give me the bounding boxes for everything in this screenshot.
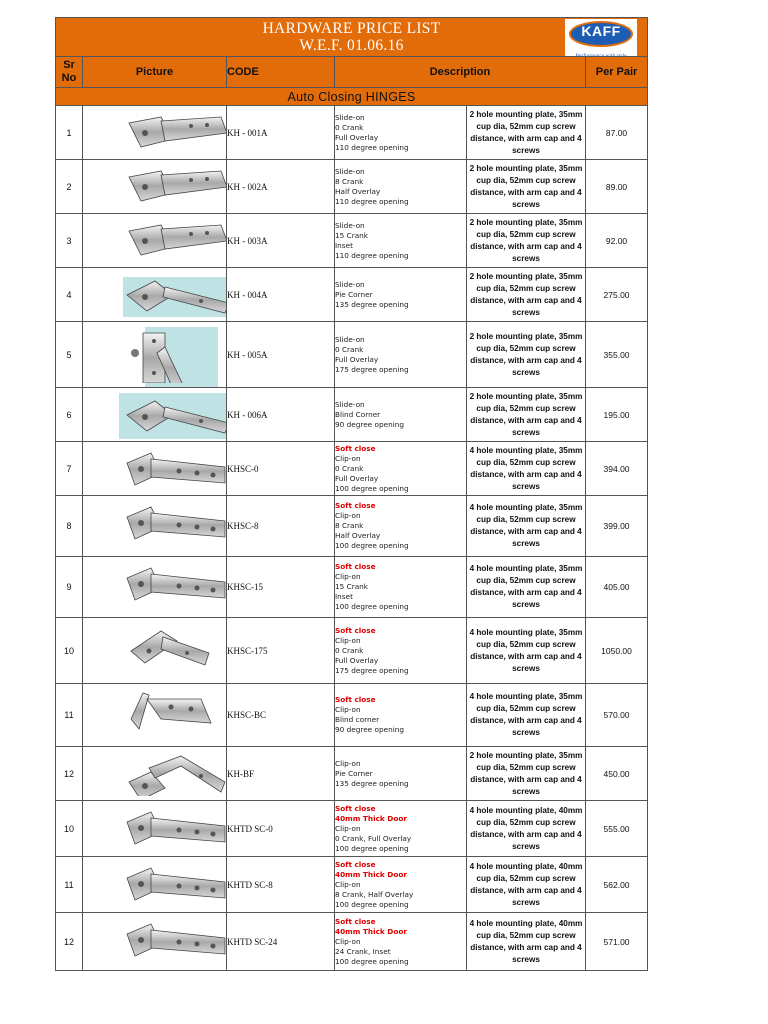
thick-door-label: 40mm Thick Door xyxy=(335,869,407,879)
hinge-picture xyxy=(121,501,227,557)
description-line: Clip-on xyxy=(335,511,361,520)
product-code: KHSC-0 xyxy=(227,442,335,496)
row-sr-no: 7 xyxy=(56,442,83,496)
product-description xyxy=(335,388,467,442)
description-line: Inset xyxy=(335,592,353,601)
description-line: Blind Corner xyxy=(335,409,381,419)
column-header-row xyxy=(56,57,648,88)
table-row xyxy=(56,747,648,801)
product-code: KHSC-BC xyxy=(227,684,335,747)
description-line: Clip-on xyxy=(335,635,361,645)
description-line: Slide-on xyxy=(335,112,365,122)
hinge-picture xyxy=(121,111,227,160)
description-line: 175 degree opening xyxy=(335,665,409,675)
col-per-pair: Per Pair xyxy=(586,57,648,88)
product-description xyxy=(335,618,467,684)
description-line: 110 degree opening xyxy=(335,196,409,206)
product-description xyxy=(335,160,467,214)
table-row xyxy=(56,801,648,857)
product-code: KH - 006A xyxy=(227,388,335,442)
product-description xyxy=(335,214,467,268)
product-code: KH - 004A xyxy=(227,268,335,322)
product-spec: 4 hole mounting plate, 40mm cup dia, 52mm cup screw distance, with arm cap and 4 screws xyxy=(467,857,586,913)
table-row xyxy=(56,442,648,496)
product-code: KHSC-15 xyxy=(227,557,335,618)
row-sr-no: 1 xyxy=(56,106,83,160)
table-row xyxy=(56,214,648,268)
description-line: Clip-on xyxy=(335,572,361,581)
product-code: KH - 002A xyxy=(227,160,335,214)
description-line: 135 degree opening xyxy=(335,299,409,309)
row-sr-no: 12 xyxy=(56,747,83,801)
product-spec: 2 hole mounting plate, 35mm cup dia, 52mm cup screw distance, with arm cap and 4 screws xyxy=(467,160,586,214)
description-line: 0 Crank, Full Overlay xyxy=(335,833,412,843)
row-sr-no: 9 xyxy=(56,557,83,618)
product-spec: 2 hole mounting plate, 35mm cup dia, 52mm cup screw distance, with arm cap and 4 screws xyxy=(467,268,586,322)
hinge-picture xyxy=(121,219,227,268)
description-line: 8 Crank xyxy=(335,176,364,186)
price-per-pair: 87.00 xyxy=(586,106,648,160)
description-line: Half Overlay xyxy=(335,186,381,196)
soft-close-label: Soft close xyxy=(335,916,376,926)
price-list-table xyxy=(55,17,648,971)
product-description xyxy=(335,747,467,801)
table-row xyxy=(56,557,648,618)
hinge-image xyxy=(83,268,227,322)
description-line: Clip-on xyxy=(335,823,361,833)
price-per-pair: 355.00 xyxy=(586,322,648,388)
soft-close-label: Soft close xyxy=(335,803,376,813)
hinge-image xyxy=(83,801,227,857)
hinge-picture xyxy=(121,862,227,913)
description-line: Full Overlay xyxy=(335,655,379,665)
description-line: Clip-on xyxy=(335,705,361,714)
description-line: 90 degree opening xyxy=(335,419,404,429)
description-line: Slide-on xyxy=(335,279,365,289)
product-description xyxy=(335,106,467,160)
table-row xyxy=(56,388,648,442)
col-sr-no: Sr No xyxy=(56,57,83,88)
hinge-picture xyxy=(121,273,227,322)
product-description xyxy=(335,268,467,322)
description-line: Half Overlay xyxy=(335,531,381,540)
price-per-pair: 562.00 xyxy=(586,857,648,913)
table-row xyxy=(56,322,648,388)
description-line: Full Overlay xyxy=(335,354,379,364)
product-code: KHTD SC-24 xyxy=(227,913,335,971)
product-spec: 2 hole mounting plate, 35mm cup dia, 52mm cup screw distance, with arm cap and 4 screws xyxy=(467,214,586,268)
row-sr-no: 2 xyxy=(56,160,83,214)
description-line: 110 degree opening xyxy=(335,250,409,260)
description-line: 110 degree opening xyxy=(335,142,409,152)
product-code: KH-BF xyxy=(227,747,335,801)
description-line: Slide-on xyxy=(335,166,365,176)
table-row xyxy=(56,913,648,971)
thick-door-label: 40mm Thick Door xyxy=(335,926,407,936)
product-description xyxy=(335,801,467,857)
section-title: Auto Closing HINGES xyxy=(56,88,648,106)
kaff-logo xyxy=(565,19,637,59)
table-row xyxy=(56,160,648,214)
table-row xyxy=(56,684,648,747)
product-description xyxy=(335,322,467,388)
product-spec: 4 hole mounting plate, 35mm cup dia, 52mm cup screw distance, with arm cap and 4 screws xyxy=(467,557,586,618)
hinge-image xyxy=(83,618,227,684)
description-line: 100 degree opening xyxy=(335,602,409,611)
row-sr-no: 8 xyxy=(56,496,83,557)
description-line: Slide-on xyxy=(335,220,365,230)
hinge-image xyxy=(83,214,227,268)
row-sr-no: 4 xyxy=(56,268,83,322)
hinge-image xyxy=(83,913,227,971)
row-sr-no: 6 xyxy=(56,388,83,442)
description-line: Clip-on xyxy=(335,936,361,946)
description-line: 100 degree opening xyxy=(335,843,409,853)
table-row xyxy=(56,857,648,913)
product-code: KHSC-8 xyxy=(227,496,335,557)
product-description xyxy=(335,442,467,496)
soft-close-label: Soft close xyxy=(335,501,376,510)
hinge-picture xyxy=(121,327,227,388)
description-line: 100 degree opening xyxy=(335,956,409,966)
description-line: 100 degree opening xyxy=(335,899,409,909)
description-line: Slide-on xyxy=(335,399,365,409)
product-spec: 2 hole mounting plate, 35mm cup dia, 52mm cup screw distance, with arm cap and 4 screws xyxy=(467,322,586,388)
soft-close-label: Soft close xyxy=(335,562,376,571)
price-per-pair: 571.00 xyxy=(586,913,648,971)
hinge-image xyxy=(83,857,227,913)
hinge-image xyxy=(83,557,227,618)
price-per-pair: 89.00 xyxy=(586,160,648,214)
price-per-pair: 195.00 xyxy=(586,388,648,442)
description-line: Pie Corner xyxy=(335,289,373,299)
product-spec: 2 hole mounting plate, 35mm cup dia, 52mm cup screw distance, with arm cap and 4 screws xyxy=(467,747,586,801)
col-code: CODE xyxy=(227,57,335,88)
hinge-picture xyxy=(121,562,227,618)
description-line: 15 Crank xyxy=(335,230,369,240)
row-sr-no: 5 xyxy=(56,322,83,388)
price-per-pair: 92.00 xyxy=(586,214,648,268)
hinge-image xyxy=(83,684,227,747)
product-description xyxy=(335,857,467,913)
hinge-picture xyxy=(121,689,227,747)
product-spec: 4 hole mounting plate, 35mm cup dia, 52mm cup screw distance, with arm cap and 4 screws xyxy=(467,684,586,747)
product-code: KHSC-175 xyxy=(227,618,335,684)
price-per-pair: 399.00 xyxy=(586,496,648,557)
product-code: KH - 005A xyxy=(227,322,335,388)
product-spec: 4 hole mounting plate, 40mm cup dia, 52mm cup screw distance, with arm cap and 4 screws xyxy=(467,801,586,857)
row-sr-no: 12 xyxy=(56,913,83,971)
price-per-pair: 275.00 xyxy=(586,268,648,322)
description-line: 175 degree opening xyxy=(335,364,409,374)
hinge-image xyxy=(83,388,227,442)
description-line: Inset xyxy=(335,240,353,250)
hinge-picture xyxy=(121,806,227,857)
price-per-pair: 555.00 xyxy=(586,801,648,857)
row-sr-no: 10 xyxy=(56,618,83,684)
description-line: Slide-on xyxy=(335,334,365,344)
product-spec: 2 hole mounting plate, 35mm cup dia, 52mm cup screw distance, with arm cap and 4 screws xyxy=(467,106,586,160)
product-spec: 4 hole mounting plate, 35mm cup dia, 52mm cup screw distance, with arm cap and 4 screws xyxy=(467,442,586,496)
soft-close-label: Soft close xyxy=(335,625,376,635)
hinge-image xyxy=(83,160,227,214)
soft-close-label: Soft close xyxy=(335,859,376,869)
price-per-pair: 394.00 xyxy=(586,442,648,496)
col-picture: Picture xyxy=(83,57,227,88)
title-banner xyxy=(56,18,648,57)
description-line: 100 degree opening xyxy=(335,483,409,493)
product-code: KH - 003A xyxy=(227,214,335,268)
description-line: Full Overlay xyxy=(335,132,379,142)
logo-tagline: Performance with style xyxy=(575,53,627,59)
description-line: Clip-on xyxy=(335,758,361,768)
hinge-picture xyxy=(121,447,227,496)
row-sr-no: 11 xyxy=(56,857,83,913)
product-spec: 2 hole mounting plate, 35mm cup dia, 52mm cup screw distance, with arm cap and 4 screws xyxy=(467,388,586,442)
product-description xyxy=(335,496,467,557)
section-row xyxy=(56,88,648,106)
row-sr-no: 3 xyxy=(56,214,83,268)
product-spec: 4 hole mounting plate, 35mm cup dia, 52mm cup screw distance, with arm cap and 4 screws xyxy=(467,618,586,684)
hinge-picture xyxy=(121,623,227,684)
hinge-picture xyxy=(121,918,227,971)
hinge-image xyxy=(83,442,227,496)
price-per-pair: 1050.00 xyxy=(586,618,648,684)
product-description xyxy=(335,684,467,747)
logo-brand: KAFF xyxy=(581,23,621,39)
description-line: 8 Crank, Half Overlay xyxy=(335,889,414,899)
soft-close-label: Soft close xyxy=(335,443,376,453)
description-line: Pie Corner xyxy=(335,768,373,778)
price-per-pair: 450.00 xyxy=(586,747,648,801)
soft-close-label: Soft close xyxy=(335,695,376,704)
description-line: 0 Crank xyxy=(335,463,364,473)
description-line: Blind corner xyxy=(335,715,380,724)
description-line: 0 Crank xyxy=(335,122,364,132)
description-line: 135 degree opening xyxy=(335,778,409,788)
price-per-pair: 570.00 xyxy=(586,684,648,747)
product-code: KHTD SC-0 xyxy=(227,801,335,857)
hinge-image xyxy=(83,106,227,160)
description-line: 0 Crank xyxy=(335,645,364,655)
description-line: Full Overlay xyxy=(335,473,379,483)
description-line: Clip-on xyxy=(335,879,361,889)
description-line: Clip-on xyxy=(335,453,361,463)
row-sr-no: 10 xyxy=(56,801,83,857)
description-line: 15 Crank xyxy=(335,582,369,591)
table-row xyxy=(56,106,648,160)
price-per-pair: 405.00 xyxy=(586,557,648,618)
product-spec: 4 hole mounting plate, 40mm cup dia, 52mm cup screw distance, with arm cap and 4 screws xyxy=(467,913,586,971)
effective-date: W.E.F. 01.06.16 xyxy=(299,37,404,54)
description-line: 90 degree opening xyxy=(335,725,404,734)
hinge-picture xyxy=(121,393,227,442)
description-line: 24 Crank, Inset xyxy=(335,946,391,956)
thick-door-label: 40mm Thick Door xyxy=(335,813,407,823)
row-sr-no: 11 xyxy=(56,684,83,747)
description-line: 0 Crank xyxy=(335,344,364,354)
hinge-picture xyxy=(121,165,227,214)
hinge-image xyxy=(83,496,227,557)
product-code: KHTD SC-8 xyxy=(227,857,335,913)
product-description xyxy=(335,913,467,971)
hinge-image xyxy=(83,322,227,388)
table-row xyxy=(56,496,648,557)
description-line: 8 Crank xyxy=(335,521,364,530)
product-description xyxy=(335,557,467,618)
table-row xyxy=(56,618,648,684)
hinge-image xyxy=(83,747,227,801)
product-spec: 4 hole mounting plate, 35mm cup dia, 52mm cup screw distance, with arm cap and 4 screws xyxy=(467,496,586,557)
table-row xyxy=(56,268,648,322)
description-line: 100 degree opening xyxy=(335,541,409,550)
col-description: Description xyxy=(335,57,586,88)
hinge-picture xyxy=(121,752,227,801)
product-code: KH - 001A xyxy=(227,106,335,160)
page-title: HARDWARE PRICE LIST xyxy=(262,20,441,37)
